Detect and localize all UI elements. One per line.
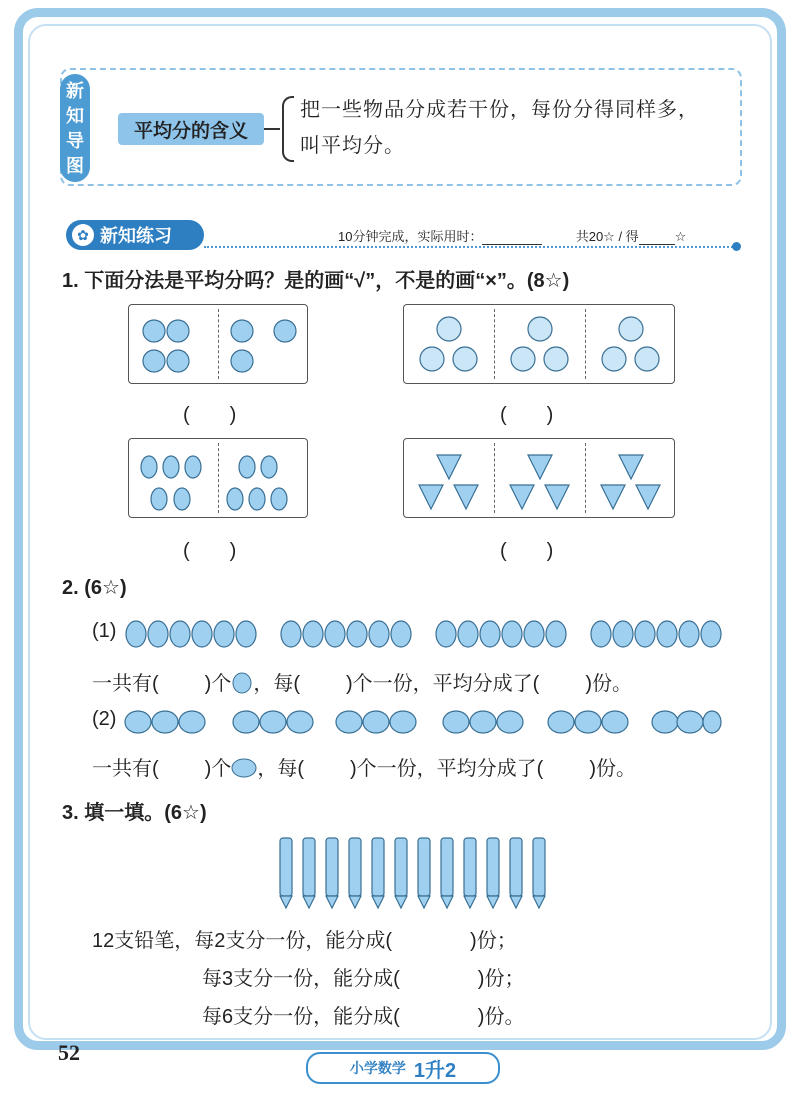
pear-icon [231, 670, 253, 694]
part-1-label: (1) [92, 620, 117, 642]
grade-label: 1升2 [413, 1059, 457, 1082]
pear-row [122, 612, 722, 650]
answer-blank[interactable]: ( ) [183, 540, 237, 562]
pineapple-box [128, 438, 308, 518]
practice-icon: ✿ [72, 224, 94, 246]
timer-text: 10分钟完成，实际用时： 共20☆ / 得 ☆ [338, 229, 687, 244]
concept-map-badge [60, 74, 90, 182]
connector-line [264, 128, 280, 130]
definition-line: 把一些物品分成若干份，每份分得同样多， [300, 99, 699, 121]
apple-icon [231, 320, 296, 372]
score-text: 共20☆ / 得 ☆ [575, 229, 687, 244]
strawberry-icon [419, 455, 660, 509]
tomato-icon [231, 756, 257, 778]
answer-blank[interactable]: ( ) [500, 540, 554, 562]
apple-box [128, 304, 308, 384]
badge-char: 新 [66, 80, 84, 101]
badge-char: 导 [66, 130, 84, 151]
tomato-icon [125, 711, 721, 733]
section-divider [204, 246, 736, 248]
question-3-title: 3. 填一填。(6☆) [62, 802, 207, 824]
question-1-title: 1. 下面分法是平均分吗？是的画“√”，不是的画“×”。(8☆) [62, 270, 570, 292]
question-2-title: 2. (6☆) [62, 577, 127, 599]
pineapple-icon [141, 456, 287, 510]
badge-char: 知 [66, 105, 84, 126]
q3-line-1: 12支铅笔，每2支分一份，能分成( )份； [92, 930, 517, 952]
pencil-icon [280, 838, 545, 908]
definition-text [300, 92, 720, 164]
q3-line-3: 每6支分一份，能分成( )份。 [202, 1006, 525, 1028]
book-name: 小学数学 [349, 1060, 406, 1076]
section-title: ✿ 新知练习 [66, 220, 204, 250]
definition-line: 叫平均分。 [300, 135, 405, 157]
part-1-sentence: 一共有( )个 ，每( )个一份，平均分成了( )份。 [92, 667, 632, 696]
pear-icon [126, 621, 721, 647]
peach-icon [420, 317, 659, 371]
part-2-sentence: 一共有( )个 ，每( )个一份，平均分成了( )份。 [92, 758, 637, 780]
strawberry-box [403, 438, 675, 518]
q3-line-2: 每3支分一份，能分成( )份； [202, 968, 525, 990]
page-number: 52 [58, 1040, 80, 1065]
answer-blank[interactable]: ( ) [500, 404, 554, 426]
tomato-row [122, 704, 722, 738]
part-2-label: (2) [92, 708, 117, 730]
answer-blank[interactable]: ( ) [183, 404, 237, 426]
book-footer [306, 1052, 500, 1084]
pencil-group [278, 836, 554, 912]
brace [282, 96, 294, 162]
concept-label: 平均分的含义 [118, 113, 264, 145]
peach-box [403, 304, 675, 384]
section-dot [732, 242, 741, 251]
badge-char: 图 [66, 155, 84, 176]
apple-icon [143, 320, 189, 372]
